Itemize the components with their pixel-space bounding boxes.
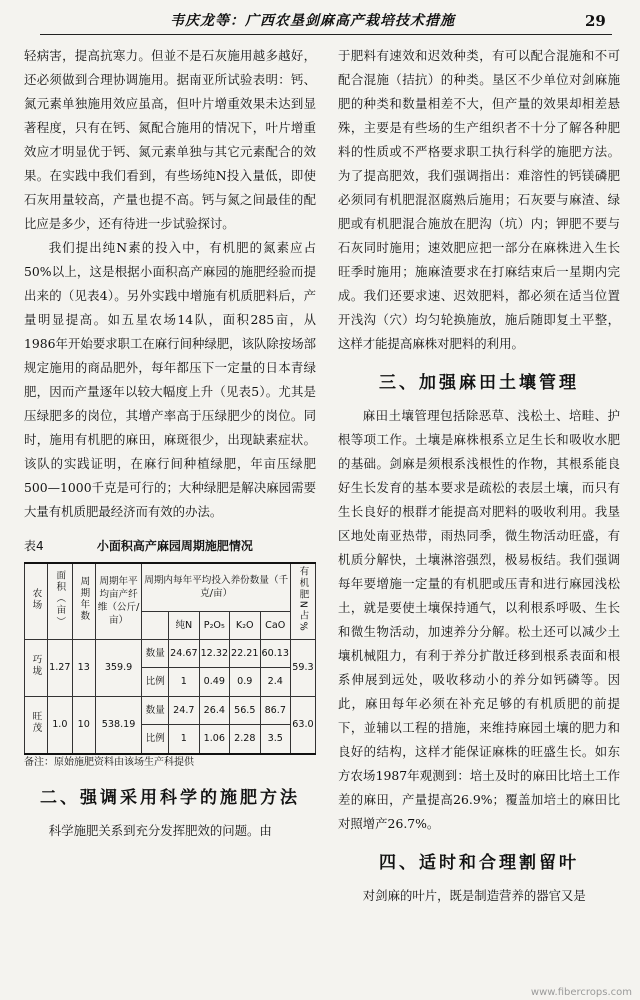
section-2-heading: 二、强调采用科学的施肥方法 (40, 787, 300, 808)
cell-label: 数量 (142, 639, 169, 668)
fertilization-table (24, 562, 316, 755)
cell-k: 0.9 (230, 668, 260, 697)
cell-n: 24.7 (169, 696, 199, 724)
page-number: 29 (585, 12, 606, 30)
table-header-row (25, 563, 316, 611)
right-paragraph-1: 于肥料有速效和迟效种类，有可以配合混施和不可配合混施（拮抗）的种类。垦区不少单位对剑麻施肥的种类和数量相差不大，但产量的效果却相差悬殊，主要是有些场的生产组织者不十分了解各种肥料的性质或不严格要求职工执行科学的施肥方法。为了提高肥效，我们强调指出：难溶性的钙镁磷肥必须同有机肥混沤腐熟后施用；石灰要与麻渣、绿肥或有机肥混合施放在肥沟（坑）内；钾肥不要与石灰同时施用；速效肥应把一部分在麻株进入生长旺季时施用；施麻渣要求在打麻结束后一星期内完成。我们还要求速、迟效肥料，都必须在适当位置开浅沟（穴）均匀轮换施放，施后随即复土平整，这样才能提高麻株对肥料的利用。 (338, 48, 620, 351)
col-n: 纯N (169, 611, 199, 639)
cell-farm: 旺茂 (30, 711, 42, 735)
header-rule (40, 34, 612, 35)
table-number: 表4 (24, 539, 44, 553)
table-note: 备注：原始施肥资料由该场生产科提供 (24, 756, 194, 768)
cell-ca: 86.7 (260, 696, 290, 724)
col-area: 面积（亩） (54, 570, 66, 629)
cell-p: 0.49 (199, 668, 229, 697)
left-paragraph-2: 我们提出纯N素的投入中，有机肥的氮素应占50%以上，这是根据小面积高产麻园的施肥经验而提出来的（见表4）。另外实践中增施有机质肥料后，产量明显提高。如五星农场14队，面积285亩，从1986年开始要求职工在麻行间种绿肥，该队除按场部规定施用的商品肥外，每年都压下一定量的日本青绿肥，因而产量逐年以较大幅度上升（见表5）。尤其是压绿肥多的岗位，其增产率高于压绿肥少的岗位。同时，施用有机肥的麻田，麻斑很少，出现缺素症状。该队的实践证明，在麻行间种植绿肥，年亩压绿肥500—1000千克是可行的；大种绿肥是解决麻园需要大量有机质肥最经济而有效的办法。 (24, 240, 316, 519)
col-org: 有机肥N占% (297, 566, 309, 633)
cell-label: 比例 (142, 668, 169, 697)
section-4-heading: 四、适时和合理割留叶 (379, 853, 579, 873)
cell-k: 2.28 (230, 725, 260, 754)
cell-label: 数量 (142, 696, 169, 724)
cell-k: 22.21 (230, 639, 260, 668)
section-3-heading: 三、加强麻田土壤管理 (379, 373, 579, 393)
cell-n: 24.67 (169, 639, 199, 668)
cell-n: 1 (169, 725, 199, 754)
col-inputs: 周期内每年平均投入养份数量（千克/亩） (142, 563, 291, 611)
col-farm: 农场 (30, 587, 42, 611)
table-row (25, 696, 316, 724)
left-paragraph-3: 科学施肥关系到充分发挥肥效的问题。由 (48, 822, 272, 838)
table-caption (24, 534, 316, 558)
cell-area: 1.0 (47, 696, 72, 754)
cell-ca: 3.5 (260, 725, 290, 754)
col-ca: CaO (260, 611, 290, 639)
cell-farm: 巧垅 (30, 654, 42, 678)
cell-label: 比例 (142, 725, 169, 754)
cell-p: 26.4 (199, 696, 229, 724)
page-header (0, 0, 640, 40)
cell-p: 1.06 (199, 725, 229, 754)
cell-org: 63.0 (290, 696, 315, 754)
cell-yield: 538.19 (95, 696, 142, 754)
cell-years: 13 (72, 639, 95, 696)
cell-yield: 359.9 (95, 639, 142, 696)
running-title: 韦庆龙等：广西农垦剑麻高产栽培技术措施 (170, 13, 455, 29)
cell-ca: 60.13 (260, 639, 290, 668)
cell-years: 10 (72, 696, 95, 754)
col-k: K₂O (230, 611, 260, 639)
col-yield: 周期年平均亩产纤维（公斤/亩） (95, 563, 142, 639)
cell-org: 59.3 (290, 639, 315, 696)
cell-n: 1 (169, 668, 199, 697)
col-p: P₂O₅ (199, 611, 229, 639)
right-paragraph-3: 对剑麻的叶片，既是制造营养的器官又是 (362, 888, 586, 903)
col-cycle: 周期年数 (78, 576, 90, 623)
cell-ca: 2.4 (260, 668, 290, 697)
left-paragraph-1: 轻病害，提高抗寒力。但並不是石灰施用越多越好，还必须做到合理协调施用。据南亚所试验表明：钙、氮元素单独施用效应虽高，但叶片增重效果未达到显著程度，只有在钙、氮配合施用的情况下，叶片增重效应才明显优于钙、氮元素单独与其它元素配合的效果。在实践中我们看到，有些场纯N投入量低，即使石灰用量较高，产量也提不高。钙与氮之间最佳的配比应是多少，还有待进一步试验探讨。 (24, 48, 316, 231)
right-paragraph-2: 麻田土壤管理包括除恶草、浅松土、培畦、护根等项工作。土壤是麻株根系立足生长和吸收水肥的基础。剑麻是须根系浅根性的作物，其根系能良好生长发育的基本要求是疏松的表层土壤，而只有生长良好的根群才能提高对肥料的吸收利用。我垦区地处南亚热带，雨热同季，微生物活动旺盛，有机质分解快，土壤淋溶强烈，极易板结。我们强调每年要增施一定量的有机肥或压青和进行麻园浅松土，就是要使土壤保持通气，以利根系呼吸、生长和微生物活动，加速养分分解。松土还可以减少土壤机械阻力，有利于养分扩散迁移到根系表面和根系伸展到远处，吸收移动小的养分如钙磷等。因此，麻田每年必须在补充足够的有机质肥的前提下，並辅以工程的措施，来维持麻园土壤的肥力和良好的结构，这样才能保证麻株的旺盛生长。如东方农场1987年观测到：培土及时的麻田比培土工作差的麻田，产量提高26.9%；覆盖加培土的麻田比对照增产26.7%。 (338, 408, 620, 831)
right-column (338, 44, 620, 908)
left-column (24, 44, 316, 843)
watermark: www.fibercrops.com (530, 987, 632, 998)
table-row (25, 639, 316, 668)
cell-k: 56.5 (230, 696, 260, 724)
cell-area: 1.27 (47, 639, 72, 696)
table-title: 小面积高产麻园周期施肥情况 (96, 539, 253, 553)
cell-p: 12.32 (199, 639, 229, 668)
